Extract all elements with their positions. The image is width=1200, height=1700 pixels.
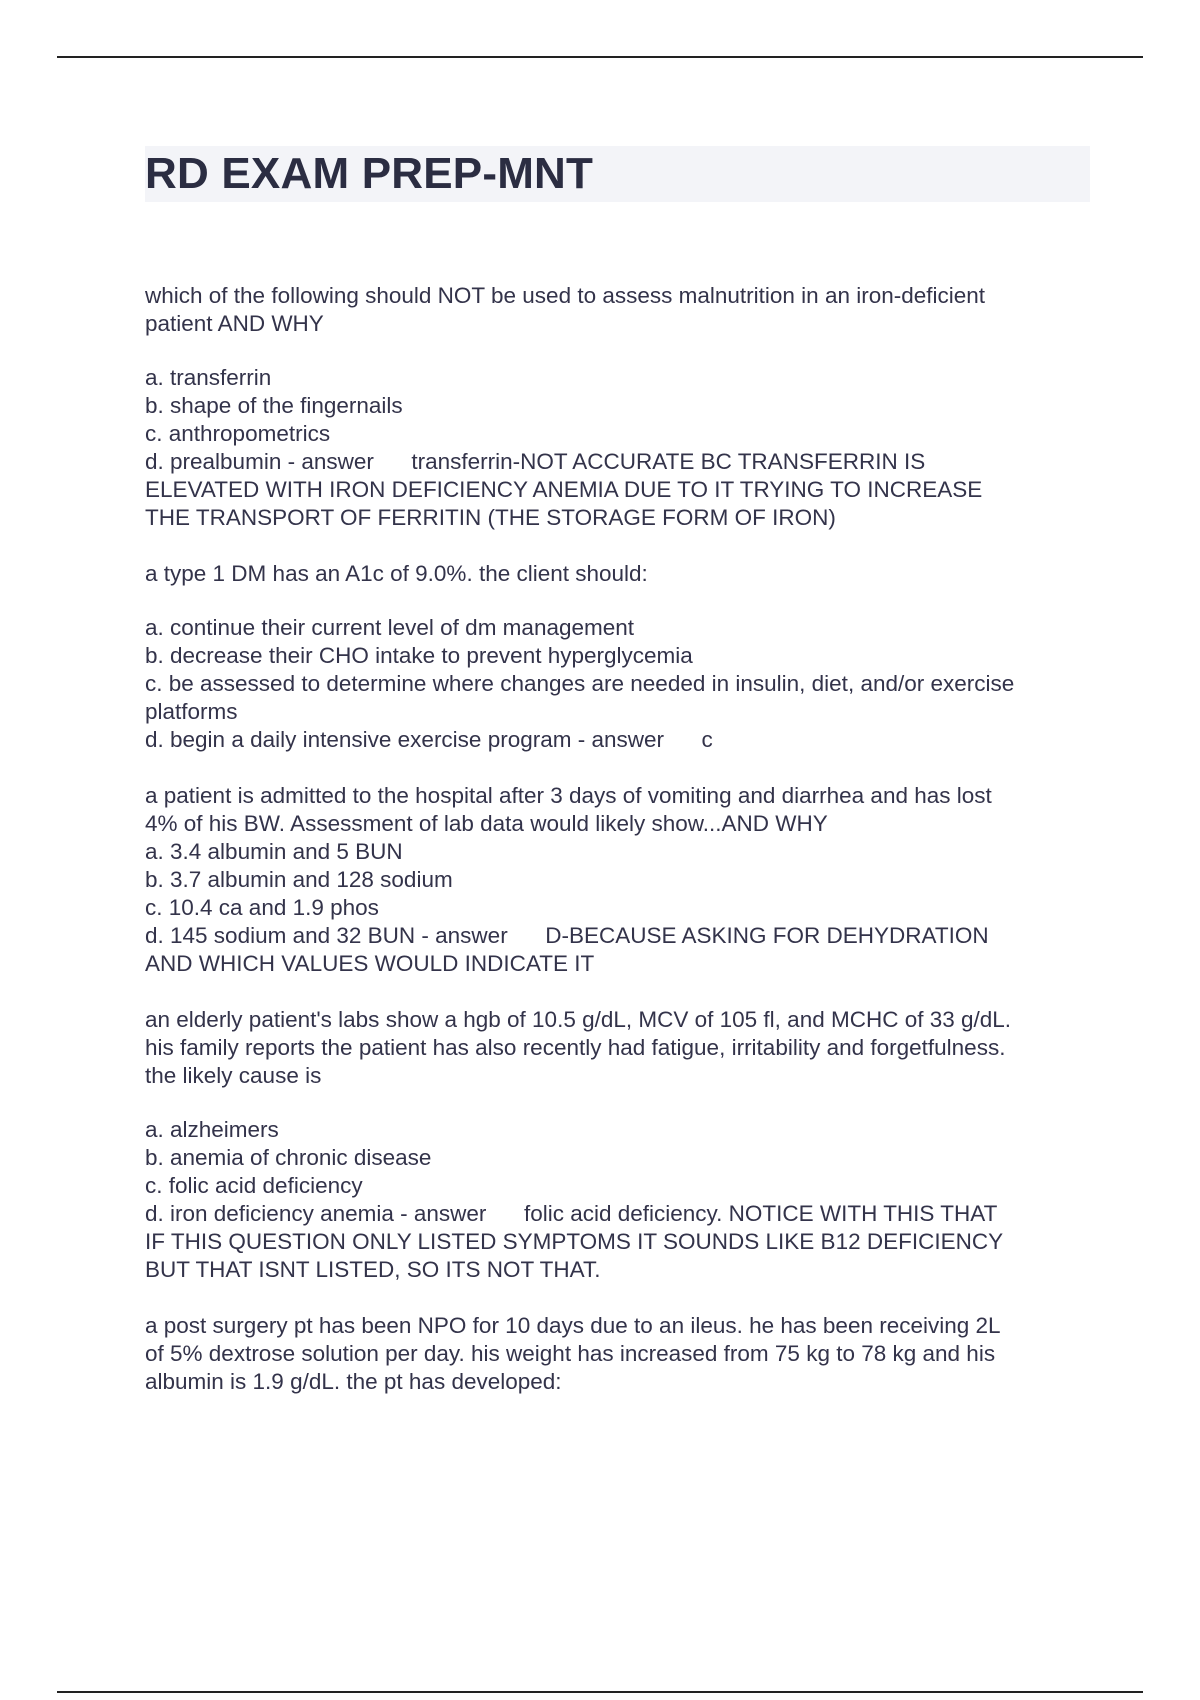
question-stem-line: 4% of his BW. Assessment of lab data would likely show...AND WHY	[145, 811, 828, 836]
answer-option-text: c. 10.4 ca and 1.9 phos	[145, 895, 379, 920]
question-block	[145, 560, 1090, 754]
answer-explanation-line: THE TRANSPORT OF FERRITIN (THE STORAGE FORM OF IRON)	[145, 505, 836, 530]
answer-option-text: a. 3.4 albumin and 5 BUN	[145, 839, 403, 864]
answer-explanation-line: IF THIS QUESTION ONLY LISTED SYMPTOMS IT SOUNDS LIKE B12 DEFICIENCY	[145, 1229, 1004, 1254]
question-stem-line: which of the following should NOT be used to assess malnutrition in an iron-deficient	[145, 283, 986, 308]
spacer	[145, 588, 1090, 614]
question-stem-line: a patient is admitted to the hospital after 3 days of vomiting and diarrhea and has lost	[145, 783, 992, 808]
answer-explanation: c	[701, 727, 713, 752]
answer-option	[145, 838, 1090, 866]
question-block	[145, 282, 1090, 532]
question-stem-line: the likely cause is	[145, 1063, 322, 1088]
question-block	[145, 782, 1090, 978]
question-stem-line: an elderly patient's labs show a hgb of 10.5 g/dL, MCV of 105 fl, and MCHC of 33 g/dL.	[145, 1007, 1012, 1032]
answer-option	[145, 1144, 1090, 1172]
answer-option	[145, 922, 1090, 950]
answer-option-text: b. shape of the fingernails	[145, 393, 403, 418]
answer-option-text: b. anemia of chronic disease	[145, 1145, 432, 1170]
question-stem-line: patient AND WHY	[145, 311, 324, 336]
bottom-rule	[57, 1691, 1143, 1693]
answer-option	[145, 1116, 1090, 1144]
answer-option-text: platforms	[145, 699, 238, 724]
document-title: RD EXAM PREP-MNT	[145, 149, 594, 198]
answer-option	[145, 1200, 1090, 1228]
answer-option-text: c. folic acid deficiency	[145, 1173, 363, 1198]
document-body	[145, 146, 1090, 1424]
answer-separator	[486, 1201, 524, 1226]
question-block	[145, 1312, 1090, 1396]
answer-option	[145, 392, 1090, 420]
question-list	[145, 282, 1090, 1396]
answer-option-text: d. iron deficiency anemia - answer	[145, 1201, 487, 1226]
answer-option-text: b. decrease their CHO intake to prevent hyperglycemia	[145, 643, 693, 668]
answer-option	[145, 448, 1090, 476]
answer-option-text: d. prealbumin - answer	[145, 449, 374, 474]
top-rule	[57, 56, 1143, 58]
title-bar	[145, 146, 1090, 202]
answer-option	[145, 698, 1090, 726]
question-stem-line: a post surgery pt has been NPO for 10 days due to an ileus. he has been receiving 2L	[145, 1313, 1001, 1338]
answer-option-text: a. transferrin	[145, 365, 272, 390]
answer-option	[145, 894, 1090, 922]
spacer	[145, 338, 1090, 364]
question-stem-line: his family reports the patient has also recently had fatigue, irritability and forgetfulness.	[145, 1035, 1006, 1060]
answer-option	[145, 642, 1090, 670]
answer-option	[145, 1172, 1090, 1200]
answer-option-text: c. be assessed to determine where changes are needed in insulin, diet, and/or exercise	[145, 671, 1015, 696]
spacer	[145, 1090, 1090, 1116]
answer-explanation: transferrin-NOT ACCURATE BC TRANSFERRIN IS	[411, 449, 926, 474]
question-stem-line: albumin is 1.9 g/dL. the pt has developed:	[145, 1369, 562, 1394]
answer-option-text: d. 145 sodium and 32 BUN - answer	[145, 923, 508, 948]
answer-separator	[508, 923, 546, 948]
answer-explanation-line: ELEVATED WITH IRON DEFICIENCY ANEMIA DUE TO IT TRYING TO INCREASE	[145, 477, 983, 502]
answer-option-text: c. anthropometrics	[145, 421, 331, 446]
answer-option	[145, 866, 1090, 894]
question-block	[145, 1006, 1090, 1284]
answer-option	[145, 364, 1090, 392]
answer-explanation: folic acid deficiency. NOTICE WITH THIS THAT	[523, 1201, 998, 1226]
question-stem-line: of 5% dextrose solution per day. his weight has increased from 75 kg to 78 kg and his	[145, 1341, 996, 1366]
answer-explanation: D-BECAUSE ASKING FOR DEHYDRATION	[545, 923, 989, 948]
answer-separator	[664, 727, 702, 752]
answer-option	[145, 614, 1090, 642]
answer-separator	[374, 449, 412, 474]
answer-option	[145, 670, 1090, 698]
answer-option-text: b. 3.7 albumin and 128 sodium	[145, 867, 453, 892]
answer-option-text: a. continue their current level of dm management	[145, 615, 635, 640]
answer-option-text: d. begin a daily intensive exercise program - answer	[145, 727, 665, 752]
answer-option	[145, 420, 1090, 448]
answer-explanation-line: AND WHICH VALUES WOULD INDICATE IT	[145, 951, 595, 976]
question-stem-line: a type 1 DM has an A1c of 9.0%. the client should:	[145, 561, 648, 586]
answer-option-text: a. alzheimers	[145, 1117, 279, 1142]
answer-option	[145, 726, 1090, 754]
answer-explanation-line: BUT THAT ISNT LISTED, SO ITS NOT THAT.	[145, 1257, 601, 1282]
